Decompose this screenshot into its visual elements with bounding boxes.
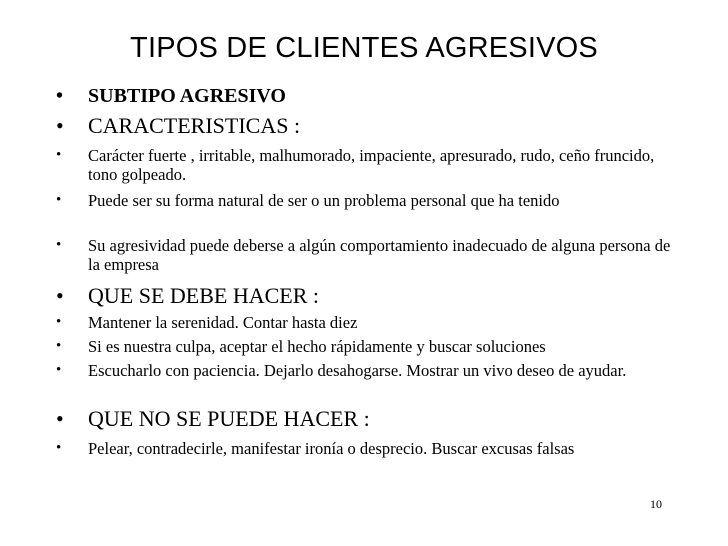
bullet-item-caracter [56, 146, 676, 184]
bullet-text: Escucharlo con paciencia. Dejarlo desahogarse. Mostrar un vivo deseo de ayudar. [88, 361, 627, 380]
bullet-text: SUBTIPO AGRESIVO [88, 85, 286, 107]
page-number: 10 [650, 497, 662, 511]
bullet-icon: • [56, 362, 62, 378]
bullet-item-subtipo [56, 84, 676, 108]
bullet-icon: • [56, 406, 64, 431]
bullet-text: Su agresividad puede deberse a algún comportamiento inadecuado de alguna persona de la empresa [88, 236, 671, 274]
bullet-text: QUE NO SE PUEDE HACER : [88, 406, 370, 431]
slide-title: TIPOS DE CLIENTES AGRESIVOS [130, 32, 598, 64]
bullet-icon: • [56, 283, 64, 308]
bullet-icon: • [56, 147, 62, 163]
bullet-item-escucharlo [56, 361, 676, 380]
bullet-text: Si es nuestra culpa, aceptar el hecho rápidamente y buscar soluciones [88, 337, 546, 356]
bullet-text: Puede ser su forma natural de ser o un problema personal que ha tenido [88, 191, 560, 210]
bullet-icon: • [56, 192, 62, 208]
bullet-item-pelear [56, 439, 676, 458]
bullet-item-agresividad [56, 236, 676, 274]
bullet-text: Mantener la serenidad. Contar hasta diez [88, 313, 358, 332]
bullet-item-forma-natural [56, 191, 676, 210]
bullet-icon: • [56, 338, 62, 354]
bullet-icon: • [56, 237, 62, 253]
bullet-icon: • [56, 85, 64, 107]
bullet-text: CARACTERISTICAS : [88, 113, 301, 138]
bullet-text: Pelear, contradecirle, manifestar ironía o desprecio. Buscar excusas falsas [88, 439, 575, 458]
bullet-item-que-se-debe-hacer [56, 283, 676, 309]
bullet-item-que-no-se-puede-hacer [56, 406, 676, 432]
bullet-item-nuestra-culpa [56, 337, 676, 356]
bullet-text: QUE SE DEBE HACER : [88, 283, 319, 308]
bullet-icon: • [56, 314, 62, 330]
bullet-text: Carácter fuerte , irritable, malhumorado, impaciente, apresurado, rudo, ceño fruncido, tono golpeado. [88, 146, 655, 184]
bullet-icon: • [56, 440, 62, 456]
bullet-item-caracteristicas [56, 113, 676, 139]
bullet-icon: • [56, 113, 64, 138]
bullet-item-mantener [56, 313, 676, 332]
